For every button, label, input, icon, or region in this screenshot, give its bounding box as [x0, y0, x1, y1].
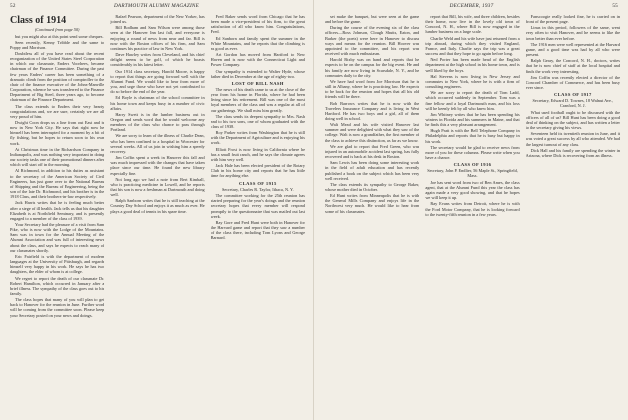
- paragraph: Jim Coffin spent a week in Hanover this fall and was much impressed with the changes that have taken place since our time. He found the new library especially fine.: [110, 155, 205, 176]
- paragraph: The secretary would be glad to receive news from more of you for these columns. Please write when you have a chance.: [425, 144, 520, 161]
- paragraph: Ed Hunt writes from Minneapolis that he is with the General Mills Company and enjoys life in the Northwest very much. He would like to hear from some of his classmates.: [325, 193, 420, 214]
- paragraph: Harold Bixby was on hand and reports that he expects to be on the campus for the big event. He and his family are now living in Scarsdale, N. Y., and he commutes daily to the city.: [325, 57, 420, 78]
- paragraph: Hal Stevens is now living in New Jersey and commutes to New York, where he is with a firm of consulting engineers.: [425, 73, 520, 90]
- column: [526, 14, 620, 416]
- paragraph: We are sorry to report the death of Tom Ladd, which occurred suddenly in September. Tom was a fine fellow and a loyal Dartmouth man, and his loss will be keenly felt by all who knew him.: [425, 90, 520, 111]
- paragraph: Ray Gore and Fred Hunt were both in Hanover for the Harvard game and report that they saw a number of the class there, including Tom Lyons and George Barnard.: [210, 219, 305, 241]
- paragraph: Roy Parker writes from Washington that he is still with the Department of Agriculture and is enjoying his work.: [210, 130, 305, 146]
- paragraph: The 1916 men were well represented at the Harvard game, and a good time was had by all who were present.: [525, 41, 620, 58]
- paragraph: report that Bill, his wife, and three children, besides their home, now live in the lovely old town of Concord, N. H., where Bill is now engaged in the lumber business on a large scale.: [425, 14, 520, 35]
- paragraph: Bob Barrows writes that he is now with the Travelers Insurance Company and is living in West Hartford. He has two boys and a girl, all of them doing well in school.: [325, 100, 420, 121]
- paragraph: During the course of the evening six of the class officers—Ross Johnson, Clough Shutts, Eaton, and Barker (the poets) were here in Hanover to discuss ways and means for the reunion. Bill Hoover was appointed to the committee, and his report was received with much enthusiasm.: [325, 25, 420, 57]
- paragraph: Our sympathy is extended to Walter Hyde, whose father died in December at the age of eighty-two.: [210, 68, 305, 79]
- paragraph: Ed Boyle is chairman of the school committee in his home town and keeps busy in a number of civic affairs.: [110, 95, 205, 111]
- paragraph: Seventeen held its twentieth reunion in June, and it was voted a great success by all who attended. We had the largest turnout of any class.: [525, 131, 620, 147]
- paragraph: Harry Swett is in the lumber business out in Oregon and sends word that he would welcome any members of the class who chance to pass through Portland.: [110, 111, 205, 133]
- continuation-note: (Continued from page 50): [34, 27, 80, 32]
- paragraph: but you might also at this point send some cheques.: [15, 33, 104, 39]
- paragraph: We have had word from Joe Morrison that he is still in Albany, where he is practicing law. He expects to be back for the reunion and hopes that all his old friends will be there.: [325, 78, 420, 100]
- left-running-head: [10, 3, 303, 13]
- right-page: [315, 0, 628, 420]
- right-columns: [325, 14, 620, 416]
- paragraph: At Christmas time in the Richardson Company in Indianapolis, and was nothing very important in doing our society tasks one of their promotional dinners after which will start off in the morning.: [10, 146, 105, 168]
- paragraph: We are glad to report that Fred Green, who was injured in an automobile accident last spring, has fully recovered and is back at his desk in Boston.: [325, 143, 420, 160]
- paragraph: Dwight Coon drops us a line from out East and is now in New York City. He says that right now he himself has been interrupted for a moment by a bit of fly fishing, but he hopes to return soon to his own work.: [10, 120, 105, 146]
- paragraph: Jack Hale has been elected president of the Rotary Club in his home city and reports that he has little time for anything else.: [210, 163, 305, 179]
- paragraph: set make the banquet, but were seen at the game and before the game.: [325, 14, 420, 25]
- paragraph: The class extends to Enders their very hearty congratulations and, we are sure, certainly we are all very proud of him.: [10, 103, 105, 119]
- secretary-line: Secretary, Charles R. Taylor, Ithaca, N. Y.: [221, 186, 294, 192]
- paragraph: Bill Bodham and Sam Wilson were among those seen at the Hanover Inn last fall, and everyone is enjoying a round of news from near and far. Bill is now with the Boston offices of his firm, and Sam continues his practice of law in New York.: [110, 25, 205, 51]
- paragraph: Joe has sent word from two of Ben Ames, the class agent, that at the Alumni Fund this year the class has again made a very good showing, and that he hopes we will keep it up.: [425, 179, 520, 201]
- secretary-line: Secretary, Edward D. Townes, 18 Walnut Ave., Cranford, N. J.: [532, 98, 614, 109]
- secretary-line: Secretary, John P. Endlier, 56 Maple St., Springfield, Mass.: [427, 168, 518, 179]
- paragraph: Jim Whitney writes that he has been spending his winters in Florida and his summers in Maine, and that he finds this a very pleasant arrangement.: [425, 111, 520, 128]
- paragraph: Dick Hall and his family are spending the winter in Arizona, where Dick is recovering from an illness.: [525, 147, 620, 158]
- paragraph: Ralph Sanborn writes that he is still teaching at the Country Day School and enjoys it as much as ever. He plays a good deal of tennis in his spare time.: [110, 198, 205, 214]
- subheading: LOST OF BILL NASH: [231, 80, 284, 86]
- paragraph: Walt Mead and his wife visited Hanover last summer and were delighted with what they saw of the college. Walt is now a grandfather, the first member of the class to achieve this distinction, as far as we know.: [325, 122, 420, 143]
- section-heading: Class of 1914: [10, 15, 67, 26]
- paragraph: The news of his death came to us at the close of the year from his home in Florida, where he had been living since his retirement. Bill was one of the most loyal members of the class and was a regular at all of our gatherings. We shall miss him greatly.: [210, 86, 305, 113]
- class-heading: CLASS OF 1916: [453, 162, 492, 168]
- paragraph: Charlie Weld and his wife have just returned from a trip abroad, during which they visited England, France, and Italy. Charlie says the trip was a great success and that they hope to go again before long.: [425, 35, 520, 57]
- paragraph: Rafael Pearson, department of the New Yorker, has joined us.: [110, 14, 205, 25]
- paragraph: The class sends its deepest sympathy to Mrs. Nash and to his two sons, one of whom graduated with the class of 1938.: [210, 113, 305, 129]
- paragraph: We regret to report the death of our classmate Dr. Robert Hamilton, which occurred in January after a brief illness. The sympathy of the class goes out to his family.: [10, 275, 105, 296]
- paragraph: Al Richmond, in addition to his duties as assistant to the secretary of the American Society of Civil Engineers, has just gone over to the National Bureau of Shipping and the Bureau of Engineering, being the son of the late Dr. Richmond, and his brother is in the 1918 Class, and their brothers-in-law respectively.: [10, 168, 105, 200]
- paragraph: Doubtless all of you have read about the recent reorganization of the United States Steel Corporation in which our classmate, Enders Voorhees, became chairman of the Finance Committee. During the past few years Enders' career has been something of a dramatic climb from the position of comptroller to the chair of the finance executive of the Johns-Manville Corporation, whence he was transferred to the Finance Department of Big Steel, three years ago, to become chairman of the Finance Department.: [10, 50, 105, 103]
- paragraph: Jim Coffin was recently elected a director of the Concord Chamber of Commerce, and has been busy ever since.: [525, 74, 620, 91]
- paragraph: Art Gordon has moved from Hartford to New Haven and is now with the Connecticut Light and Power Company.: [210, 52, 305, 68]
- paragraph: Seen recently, Kenny Tribble and the same to Poppy and Morrison.: [10, 39, 105, 50]
- left-columns: [10, 14, 305, 416]
- issue-date: DECEMBER, 1937: [449, 3, 494, 9]
- paragraph: Ed Sanborn and family spent the summer in the White Mountains, and he reports that the climbing is as good as ever.: [210, 35, 305, 51]
- class-heading: CLASS OF 1917: [553, 92, 592, 98]
- paragraph: Hugh Pratt is with the Bell Telephone Company in Philadelphia and reports that he is busy but happy in his work.: [425, 128, 520, 144]
- column: [211, 14, 305, 416]
- paragraph: We are sorry to learn of the illness of Charlie Dean, who has been confined to a hospital in Worcester for several weeks. All of us join in wishing him a speedy recovery.: [110, 133, 205, 154]
- page-number: 52: [10, 3, 16, 9]
- paragraph: What used football ought to be discussed with the officers of all of us? Bill Hunt has been doing a good deal of thinking on the subject, and has written a letter to the secretary giving his views.: [525, 109, 620, 131]
- paragraph: Sam Lewis has been doing some interesting work in the field of adult education and has recently published a book on the subject which has been very well received.: [325, 160, 420, 181]
- paragraph: Fred Baker sends word from Chicago that he has been made a vice-president of his firm, to the great satisfaction of all who know him. Congratulations, Fred.: [210, 14, 305, 35]
- paragraph: Elliott Frost is now living in California where he has a small fruit ranch, and he says the climate agrees with him very well.: [210, 146, 305, 162]
- paragraph: Dave Hawley writes from Cleveland, and his chief delight seems to be golf, of which he boasts considerably in his latest letter.: [110, 52, 205, 68]
- column: [325, 14, 419, 416]
- paragraph: The class extends its sympathy to George Baker, whose mother died in October.: [325, 181, 420, 192]
- paragraph: Not long ago we had a note from Bert Kimball, who is practicing medicine in Lowell, and he reports that his son is now a freshman at Dartmouth and doing well.: [110, 176, 205, 198]
- column: [425, 14, 519, 416]
- paragraph: Ray Evans writes from Detroit, where he is with the Ford Motor Company, that he is looking forward to the twenty-fifth reunion in a few years.: [425, 201, 520, 217]
- column: [10, 14, 104, 416]
- class-heading: CLASS OF 1915: [238, 180, 277, 186]
- paragraph: Ralph Geary, the Concord, N. H., doctors, writes that he is now chief of staff at the local hospital and finds the work very interesting.: [525, 58, 620, 74]
- paragraph: The committee working for the 25th reunion has started preparing for the year's doings and the reunion secretary hopes that every member will respond promptly to the questionnaire that was mailed out last week.: [210, 193, 305, 219]
- page-number: 55: [612, 3, 618, 9]
- right-running-head: [325, 3, 618, 13]
- paragraph: Our 1914 class secretary, Harold Moore, is happy to report that things are going forward well with the Alumni Fund. We would like to hear from more of you, and urge those who have not yet contributed to do so before the end of the year.: [110, 68, 205, 95]
- magazine-title: DARTMOUTH ALUMNI MAGAZINE: [113, 3, 200, 9]
- paragraph: The class hopes that many of you will plan to get back to Hanover for the reunion in June. Further word will be coming from the committee soon. Please keep your Secretary posted on your news and doings.: [10, 297, 105, 318]
- paragraph: Fanscoogie really looked fine, he is carried on in front of the present page.: [525, 14, 620, 25]
- paragraph: Your Secretary had the pleasure of a visit from Sam Pike, who is now with the Lodge of the Mountains. Sam was in town for the Annual Meeting of the Alumni Association and was full of interesting news about the class, and says he expects to reach many of our classmates shortly.: [10, 221, 105, 253]
- paragraph: Ned Porter has been made head of the English department at the high school in his home town, and is well liked by the boys.: [425, 57, 520, 73]
- column: [110, 14, 204, 416]
- paragraph: Linus in this period, followers of the same, went very often to visit Hanover, and he seems to like the town better than ever before.: [525, 25, 620, 41]
- paragraph: Jack Harris writes that he is feeling much better after a siege of ill health. Jack tells us that his daughter Elizabeth is at Northfield Seminary, and is presently engaged to a member of the class of 1939.: [10, 200, 105, 221]
- paragraph: Eric Fairfield is with the department of modern languages at the University of Pittsburgh, and regards himself very happy in his work. He says he has two daughters, the elder of whom is at college.: [10, 253, 105, 275]
